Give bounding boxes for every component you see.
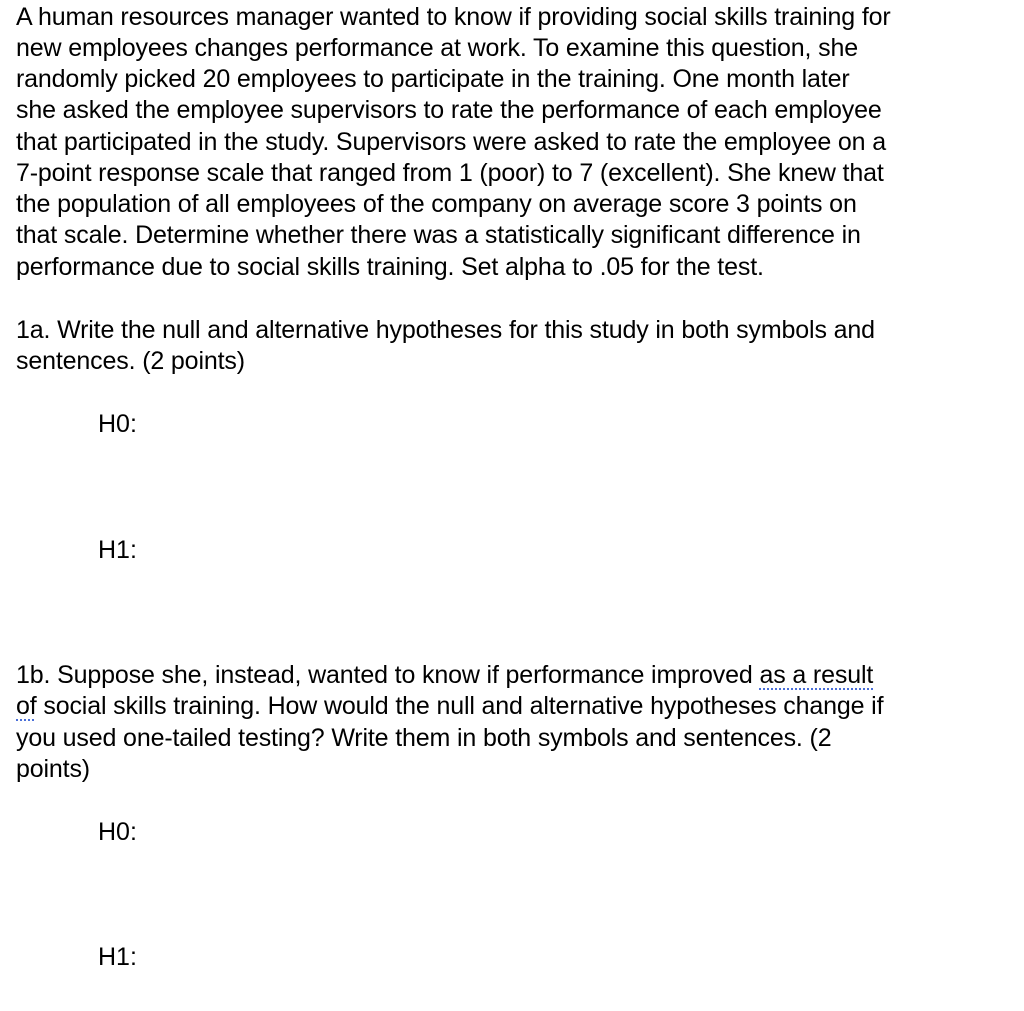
question-1a-h0-label: H0: — [98, 410, 137, 438]
intro-line-1: A human resources manager wanted to know if providing social skills training for — [16, 3, 891, 31]
question-1a-h1-label: H1: — [98, 536, 137, 564]
question-1a-line-2: sentences. (2 points) — [16, 347, 245, 375]
question-1b-line-1-text: 1b. Suppose she, instead, wanted to know if performance improved — [16, 661, 760, 689]
intro-line-9: performance due to social skills training. Set alpha to .05 for the test. — [16, 253, 764, 281]
question-1b-line-2 — [16, 691, 883, 722]
grammar-marked-word[interactable]: of — [16, 692, 37, 720]
intro-line-3: randomly picked 20 employees to participate in the training. One month later — [16, 65, 850, 93]
intro-line-4: she asked the employee supervisors to rate the performance of each employee — [16, 96, 882, 124]
question-1b-h0-label: H0: — [98, 818, 137, 846]
question-1b-line-4: points) — [16, 755, 90, 783]
question-1b-line-1 — [16, 660, 873, 691]
grammar-marked-text[interactable]: as a result — [759, 661, 874, 689]
question-1b-line-3: you used one-tailed testing? Write them in both symbols and sentences. (2 — [16, 724, 832, 752]
intro-line-2: new employees changes performance at work. To examine this question, she — [16, 34, 858, 62]
question-1b-line-2-text: social skills training. How would the null and alternative hypotheses change if — [36, 692, 884, 720]
intro-line-7: the population of all employees of the company on average score 3 points on — [16, 190, 857, 218]
question-1b-h1-label: H1: — [98, 943, 137, 971]
intro-line-8: that scale. Determine whether there was a statistically significant difference in — [16, 221, 861, 249]
question-1a-line-1: 1a. Write the null and alternative hypotheses for this study in both symbols and — [16, 316, 875, 344]
intro-line-5: that participated in the study. Supervisors were asked to rate the employee on a — [16, 128, 886, 156]
intro-line-6: 7-point response scale that ranged from 1 (poor) to 7 (excellent). She knew that — [16, 159, 884, 187]
